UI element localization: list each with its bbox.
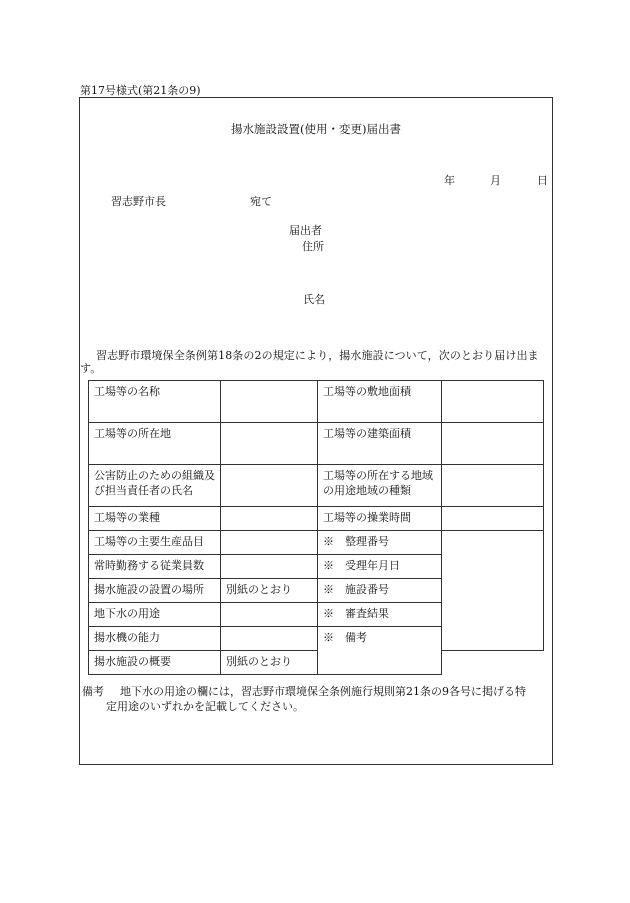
receipt-date-label: ※ 受理年月日: [318, 555, 442, 579]
facility-overview-field[interactable]: 別紙のとおり: [221, 651, 318, 675]
name-label: 氏名: [303, 293, 325, 306]
site-area-field[interactable]: [442, 381, 544, 423]
operating-hours-label: 工場等の操業時間: [318, 507, 442, 531]
date-day-label: 日: [537, 174, 548, 187]
date-month-label: 月: [490, 174, 501, 187]
note-label: 備考: [82, 685, 104, 698]
remarks-label: ※ 備考: [318, 627, 442, 675]
employee-count-field[interactable]: [221, 555, 318, 579]
table-row: [89, 651, 544, 675]
date-year-label: 年: [444, 174, 455, 187]
addressee-suffix: 宛て: [250, 195, 272, 208]
operating-hours-field[interactable]: [442, 507, 544, 531]
zoning-type-label: 工場等の所在する地域の用途地域の種類: [318, 465, 442, 507]
table-row: [89, 423, 544, 465]
zoning-type-field[interactable]: [442, 465, 544, 507]
building-area-field[interactable]: [442, 423, 544, 465]
form-frame: [79, 97, 553, 765]
factory-name-field[interactable]: [221, 381, 318, 423]
building-area-label: 工場等の建築面積: [318, 423, 442, 465]
installation-place-label: 揚水施設の設置の場所: [89, 579, 221, 603]
office-use-field[interactable]: [442, 531, 544, 651]
main-products-field[interactable]: [221, 531, 318, 555]
factory-name-label: 工場等の名称: [89, 381, 221, 423]
facility-overview-label: 揚水施設の概要: [89, 651, 221, 675]
addressee: 習志野市長: [111, 195, 166, 208]
form-title: 揚水施設設置(使用・変更)届出書: [231, 122, 401, 136]
facility-number-label: ※ 施設番号: [318, 579, 442, 603]
industry-type-label: 工場等の業種: [89, 507, 221, 531]
factory-location-label: 工場等の所在地: [89, 423, 221, 465]
factory-location-field[interactable]: [221, 423, 318, 465]
employee-count-label: 常時勤務する従業員数: [89, 555, 221, 579]
table-row: [89, 381, 544, 423]
form-number: 第17号様式(第21条の9): [80, 84, 201, 97]
site-area-label: 工場等の敷地面積: [318, 381, 442, 423]
review-result-label: ※ 審査結果: [318, 603, 442, 627]
pump-capacity-label: 揚水機の能力: [89, 627, 221, 651]
groundwater-use-label: 地下水の用途: [89, 603, 221, 627]
pollution-org-label: 公害防止のための組織及び担当責任者の氏名: [89, 465, 221, 507]
main-products-label: 工場等の主要生産品目: [89, 531, 221, 555]
table-row: [89, 507, 544, 531]
industry-type-field[interactable]: [221, 507, 318, 531]
address-label: 住所: [302, 240, 324, 253]
reference-number-label: ※ 整理番号: [318, 531, 442, 555]
installation-place-field[interactable]: 別紙のとおり: [221, 579, 318, 603]
facility-info-table: [88, 380, 544, 675]
pollution-org-field[interactable]: [221, 465, 318, 507]
applicant-label: 届出者: [289, 224, 322, 237]
intro-paragraph: 習志野市環境保全条例第18条の2の規定により，揚水施設について，次のとおり届け出ます。: [80, 349, 539, 375]
table-row: [89, 531, 544, 555]
groundwater-use-field[interactable]: [221, 603, 318, 627]
note-text-line1: 地下水の用途の欄には，習志野市環境保全条例施行規則第21条の9各号に掲げる特: [120, 685, 526, 698]
pump-capacity-field[interactable]: [221, 627, 318, 651]
note-text-line2: 定用途のいずれかを記載してください。: [106, 700, 304, 713]
table-row: [89, 465, 544, 507]
